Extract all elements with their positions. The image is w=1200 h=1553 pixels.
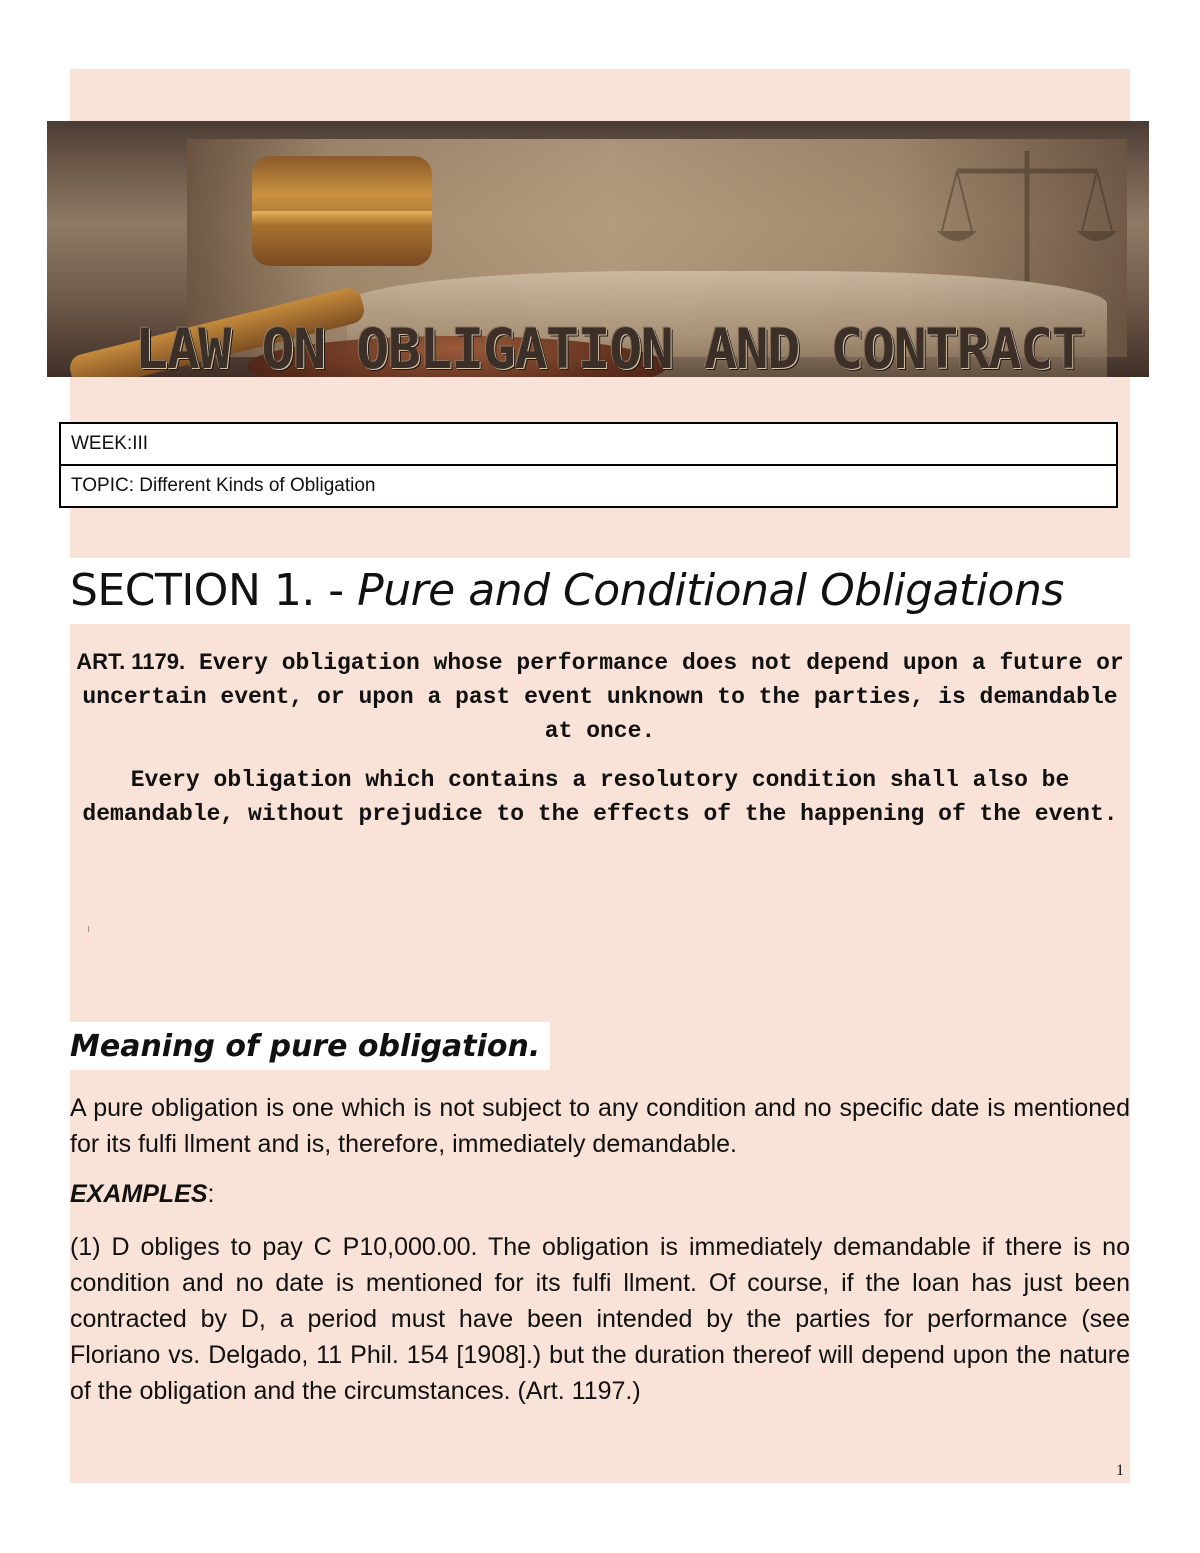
gavel-band <box>252 211 432 227</box>
definition-paragraph: A pure obligation is one which is not subject to any condition and no specific date is mentioned for its fulfi llment and is, therefore, immediately demandable. <box>70 1094 1130 1158</box>
topic-cell: TOPIC: Different Kinds of Obligation <box>60 465 1117 507</box>
example-paragraph-1: (1) D obliges to pay C P10,000.00. The obligation is immediately demandable if there is no condition and no date is mentioned for its fulfi llment. Of course, if the loan has just been contracted by D, a period must have been intended by the parties for performance (see Floriano vs. Delgado, 11 Phil. 154 [1908].) but the duration thereof will depend upon the nature of the obligation and the circumstances. (Art. 1197.) <box>70 1233 1130 1405</box>
week-cell: WEEK:III <box>60 423 1117 465</box>
week-topic-table <box>59 422 1118 508</box>
article-text-1: Every obligation whose performance does not depend upon a future or uncertain event, or upon a past event unknown to the parties, is demandable at once. <box>82 650 1124 744</box>
section-heading <box>70 558 1130 624</box>
section-title: Pure and Conditional Obligations <box>357 565 1064 616</box>
scale-of-justice-icon <box>927 141 1127 291</box>
examples-heading <box>70 1176 214 1212</box>
meaning-heading: Meaning of pure obligation. <box>70 1022 550 1070</box>
article-paragraph-1 <box>70 645 1130 748</box>
banner-title: LAW ON OBLIGATION AND CONTRACT <box>135 317 1084 377</box>
article-paragraph-2: Every obligation which contains a resolutory condition shall also be demandable, without prejudice to the effects of the happening of the event. <box>82 767 1118 827</box>
examples-label: EXAMPLES <box>70 1180 208 1208</box>
page-number: 1 <box>1116 1462 1124 1479</box>
stray-mark <box>88 926 89 932</box>
header-banner <box>47 121 1149 377</box>
article-label: ART. 1179. <box>76 649 186 674</box>
article-1179 <box>70 645 1130 846</box>
section-number: SECTION 1. - <box>70 565 358 616</box>
examples-colon: : <box>207 1180 215 1208</box>
